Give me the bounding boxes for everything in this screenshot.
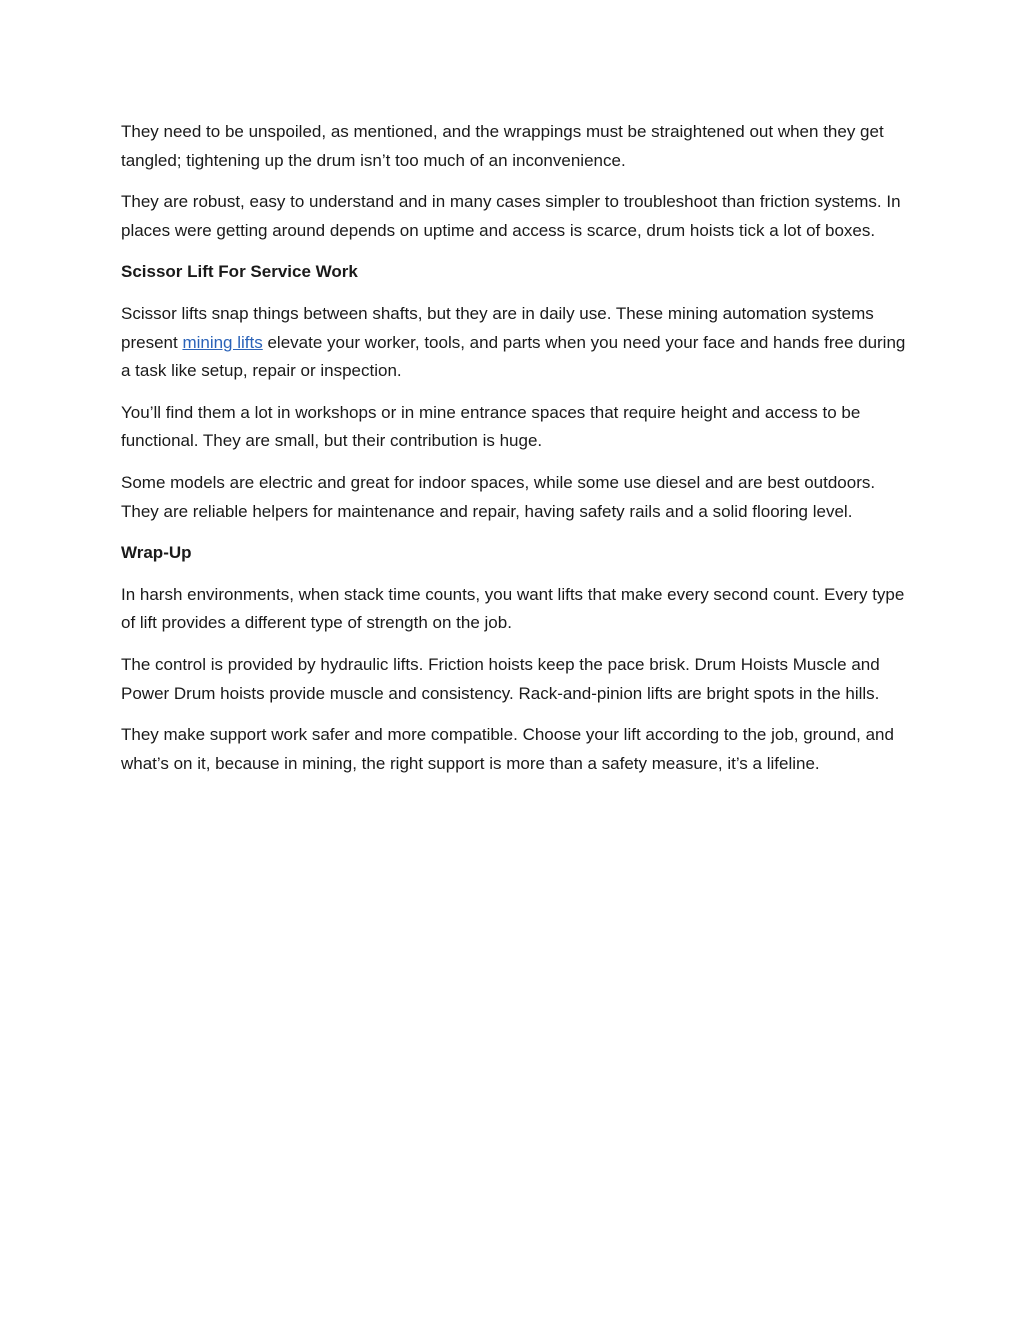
paragraph-drum-maintenance: They need to be unspoiled, as mentioned, and the wrappings must be straightened out when they get tangled; tightening up the drum isn’t too much of an inconvenience. [121,122,884,170]
paragraph-harsh-environments: In harsh environments, when stack time counts, you want lifts that make every second count. Every type of lift provides a different type of strength on the job. [121,584,905,633]
mining-lifts-link[interactable]: mining lifts [182,332,263,352]
heading-scissor-lift: Scissor Lift For Service Work [121,262,358,282]
paragraph-support-work: They make support work safer and more compatible. Choose your lift according to the job, ground, and what’s on it, because in mining, the right support is more than a safety measure, it’s a lifeline. [121,725,894,773]
heading-wrap-up: Wrap-Up [121,543,192,563]
paragraph-drum-robust: They are robust, easy to understand and in many cases simpler to troubleshoot than friction systems. In places were getting around depends on uptime and access is scarce, drum hoists tick a lot of boxes. [121,192,901,240]
document-page [121,118,911,791]
paragraph-scissor-lifts [121,300,911,386]
paragraph-models: Some models are electric and great for indoor spaces, while some use diesel and are best outdoors. They are reliable helpers for maintenance and repair, having safety rails and a solid flooring level. [121,472,876,521]
paragraph-scissor-text-end: elevate your worker, tools, and parts when you need your face and hands free during a task like setup, repair or inspection. [121,332,906,381]
paragraph-workshops: You’ll find them a lot in workshops or in mine entrance spaces that require height and access to be functional. They are small, but their contribution is huge. [121,402,861,451]
paragraph-control: The control is provided by hydraulic lifts. Friction hoists keep the pace brisk. Drum Hoists Muscle and Power Drum hoists provide muscle and consistency. Rack-and-pinion lifts are bright spots in the hills. [121,654,880,703]
paragraph-scissor-text-start: Scissor lifts snap things between shafts, but they are in daily use. These mining automation systems present [121,303,874,352]
